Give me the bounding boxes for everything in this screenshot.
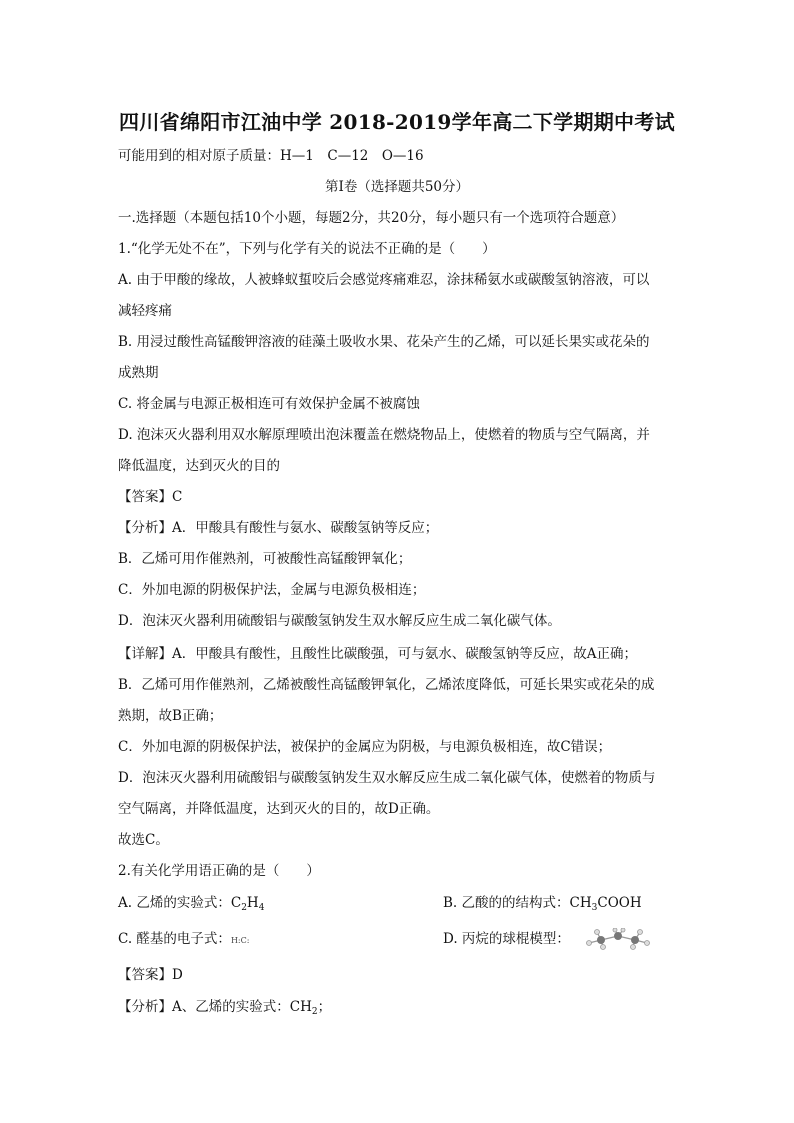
q1-option-a-cont: 减轻疼痛	[118, 303, 172, 319]
q1-detail-b-cont: 熟期，故B正确；	[118, 708, 223, 724]
q1-option-c: C. 将金属与电源正极相连可有效保护金属不被腐蚀	[118, 396, 420, 412]
q1-analysis-a: 【分析】A．甲酸具有酸性与氨水、碳酸氢钠等反应；	[118, 520, 439, 536]
q2-analysis-label: 【分析】A、乙烯的实验式：	[118, 999, 290, 1015]
q1-detail-b: B．乙烯可用作催熟剂，乙烯被酸性高锰酸钾氧化，乙烯浓度降低，可延长果实或花朵的成	[118, 677, 655, 693]
q2-option-c	[118, 930, 249, 950]
q1-detail-d: D．泡沫灭火器利用硫酸铝与碳酸氢钠发生双水解反应生成二氧化碳气体，使燃着的物质与	[118, 770, 656, 786]
atomic-mass-note: 可能用到的相对原子质量：H—1 C—12 O—16	[118, 148, 424, 164]
q2-option-b-label: B. 乙酸的的结构式：	[443, 895, 570, 911]
q2-option-d-label: D. 丙烷的球棍模型：	[443, 931, 570, 947]
ball-and-stick-model-image	[583, 928, 653, 950]
formula-part: CH	[289, 999, 312, 1015]
formula-part: CH	[569, 895, 592, 911]
q2-option-a	[118, 894, 264, 917]
q1-analysis-c: C．外加电源的阴极保护法，金属与电源负极相连；	[118, 582, 426, 598]
question-2-stem: 2.有关化学用语正确的是（ ）	[118, 863, 320, 879]
q1-option-d-cont: 降低温度，达到灭火的目的	[118, 458, 280, 474]
question-1-stem: 1.“化学无处不在”，下列与化学有关的说法不正确的是（ ）	[118, 241, 496, 257]
q2-option-b	[443, 894, 642, 917]
section-heading: 第Ⅰ卷（选择题共50分）	[324, 179, 469, 195]
q1-detail-a: 【详解】A．甲酸具有酸性，且酸性比碳酸强，可与氨水、碳酸氢钠等反应，故A正确；	[118, 646, 637, 662]
q1-option-d: D. 泡沫灭火器利用双水解原理喷出泡沫覆盖在燃烧物品上，使燃着的物质与空气隔离，并	[118, 427, 650, 443]
q1-option-a: A. 由于甲酸的缘故，人被蜂蚁蜇咬后会感觉疼痛难忍，涂抹稀氨水或碳酸氢钠溶液，可以	[118, 272, 650, 288]
q1-conclusion: 故选C。	[118, 832, 169, 848]
subscript: 2	[311, 1007, 318, 1017]
formula-part: H	[246, 895, 259, 911]
q1-option-b-cont: 成熟期	[118, 365, 159, 381]
q2-answer: 【答案】D	[118, 967, 183, 983]
q2-option-c-label: C. 醛基的电子式：	[118, 931, 231, 947]
q2-analysis-a	[118, 998, 331, 1021]
subscript: 2	[241, 903, 247, 913]
subscript: 3	[591, 903, 598, 913]
subscript: 4	[258, 903, 265, 913]
q1-detail-c: C．外加电源的阴极保护法，被保护的金属应为阴极，与电源负极相连，故C错误；	[118, 739, 612, 755]
page-title: 四川省绵阳市江油中学 2018-2019学年高二下学期期中考试	[119, 110, 675, 134]
part-heading: 一.选择题（本题包括10个小题，每题2分，共20分，每小题只有一个选项符合题意）	[118, 210, 625, 226]
electron-formula-image: H:C:	[230, 936, 250, 945]
formula-part: C	[230, 895, 242, 911]
q1-answer: 【答案】C	[118, 489, 183, 505]
punctuation: ；	[317, 999, 332, 1015]
q2-option-a-label: A. 乙烯的实验式：	[118, 895, 231, 911]
q1-analysis-b: B．乙烯可用作催熟剂，可被酸性高锰酸钾氧化；	[118, 551, 412, 567]
q1-analysis-d: D．泡沫灭火器利用硫酸铝与碳酸氢钠发生双水解反应生成二氧化碳气体。	[118, 613, 561, 629]
q1-detail-d-cont: 空气隔离，并降低温度，达到灭火的目的，故D正确。	[118, 801, 440, 817]
q2-option-d	[443, 930, 570, 948]
formula-part: COOH	[597, 895, 642, 911]
q1-option-b: B. 用浸过酸性高锰酸钾溶液的硅藻土吸收水果、花朵产生的乙烯，可以延长果实或花朵的	[118, 334, 650, 350]
